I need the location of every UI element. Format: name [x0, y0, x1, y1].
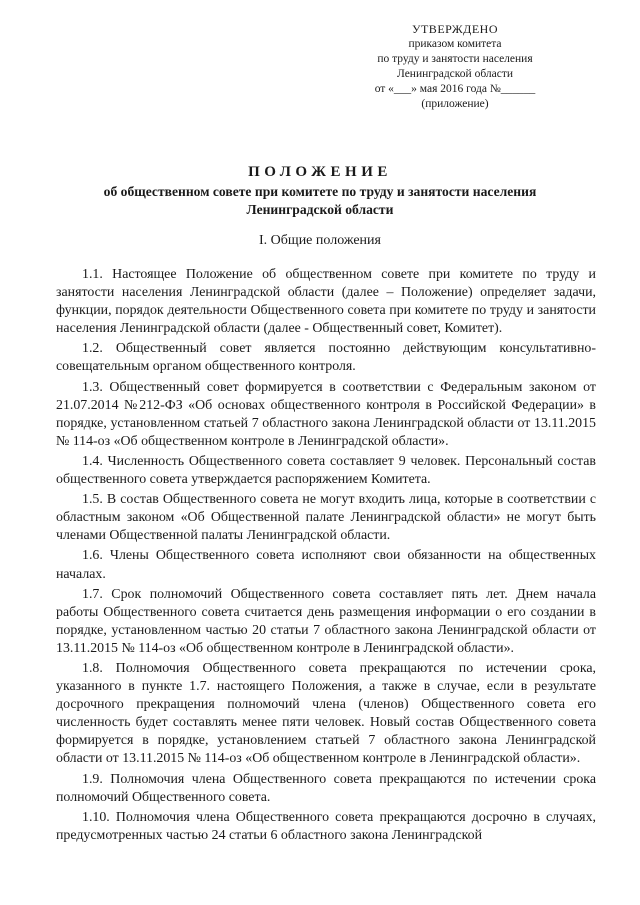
paragraph: 1.2. Общественный совет является постоянно действующим консультативно-совещательным органом общественного контроля. — [56, 341, 596, 375]
paragraph: 1.5. В состав Общественного совета не могут входить лица, которые в соответствии с областным законом «Об Общественной палате Ленинградской области» не могут быть членами Общественной палаты Ленинградской области. — [56, 492, 596, 544]
approval-stamp — [340, 22, 570, 112]
document-title: ПОЛОЖЕНИЕ — [248, 164, 392, 180]
paragraph: 1.8. Полномочия Общественного совета прекращаются по истечении срока, указанного в пункте 1.7. настоящего Положения, а также в случае, если в результате досрочного прекращения полномочий члена (членов) Общественного совета его численность будет составлять менее пяти человек. Новый состав Общественного совета формируется в порядке, установлением статьей 7 областного закона Ленинградской области от 13.11.2015 № 114-оз «Об общественном контроле в Ленинградской области». — [56, 660, 596, 767]
approval-line: Ленинградской области — [396, 68, 514, 80]
paragraph: 1.10. Полномочия члена Общественного совета прекращаются досрочно в случаях, предусмотренных частью 24 статьи 6 областного закона Ленинградской — [56, 809, 596, 843]
paragraph: 1.4. Численность Общественного совета составляет 9 человек. Персональный состав общественного совета утверждается распоряжением Комитета. — [56, 453, 596, 488]
paragraph: 1.6. Члены Общественного совета исполняют свои обязанности на общественных началах. — [56, 548, 596, 582]
approval-line: приказом комитета — [408, 38, 502, 50]
paragraph: 1.1. Настоящее Положение об общественном совете при комитете по труду и занятости населения Ленинградской области (далее – Положение) определяет задачи, функции, порядок деятельности Общественного совета при комитете по труду и занятости населения Ленинградской области (далее - Общественный совет, Комитет). — [56, 267, 596, 337]
approval-heading: УТВЕРЖДЕНО — [411, 22, 498, 36]
section-body — [56, 266, 596, 845]
paragraph: 1.3. Общественный совет формируется в соответствии с Федеральным законом от 21.07.2014 №212-ФЗ «Об основах общественного контроля в Российской Федерации» в порядке, установленном статьей 7 областного закона Ленинградской области от 13.11.2015 № 114-оз «Об общественном контроле в Ленинградской области». — [56, 379, 596, 449]
paragraph: 1.7. Срок полномочий Общественного совета составляет пять лет. Днем начала работы Общественного совета считается день размещения информации о его создании в порядке, установленном частью 20 статьи 7 областного закона Ленинградской области от 13.11.2015 № 114-оз «Об общественном контроле в Ленинградской области». — [56, 586, 596, 656]
document-subtitle: об общественном совете при комитете по труду и занятости населения Ленинградской области — [103, 184, 537, 217]
approval-line: (приложение) — [421, 98, 489, 110]
approval-line: по труду и занятости населения — [377, 53, 533, 65]
section-heading: I. Общие положения — [259, 233, 381, 248]
approval-line: от «___» мая 2016 года №______ — [374, 83, 536, 95]
paragraph: 1.9. Полномочия члена Общественного совета прекращаются по истечении срока полномочий Общественного совета. — [56, 771, 596, 805]
